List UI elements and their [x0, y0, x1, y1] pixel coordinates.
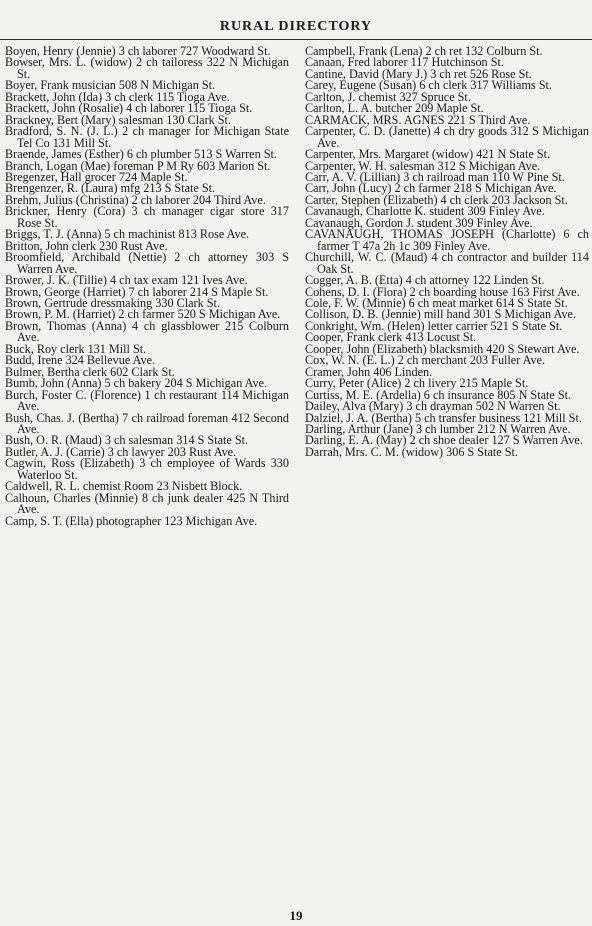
directory-entry: CARMACK, MRS. AGNES 221 S Third Ave.: [305, 112, 531, 127]
header-rule: [0, 39, 592, 40]
directory-entry: Boyen, Henry (Jennie) 3 ch laborer 727 Woodward St.: [5, 44, 271, 58]
directory-entry: Darling, E. A. (May) 2 ch shoe dealer 127 S Warren Ave.: [305, 433, 583, 448]
directory-entry: Bowser, Mrs. L. (widow) 2 ch tailoress 322 N Michigan St.: [5, 55, 289, 81]
directory-entry: Cooper, John (Elizabeth) blacksmith 420 S Stewart Ave.: [305, 341, 580, 356]
directory-entry: Bradford, S. N. (J. L.) 2 ch manager for Michigan State Tel Co 131 Mill St.: [5, 124, 289, 150]
directory-column-left: [5, 46, 289, 527]
directory-entry: Carter, Stephen (Elizabeth) 4 ch clerk 203 Jackson St.: [305, 192, 568, 207]
directory-entry: Cole, F. W. (Minnie) 6 ch meat market 614 S State St.: [305, 295, 568, 310]
directory-entry: Brown, Thomas (Anna) 4 ch glassblower 215 Colburn Ave.: [5, 318, 289, 345]
directory-entry: Braende, James (Esther) 6 ch plumber 513 S Warren St.: [5, 147, 277, 162]
directory-entry: Bush, Chas. J. (Bertha) 7 ch railroad foreman 412 Second Ave.: [5, 410, 289, 436]
directory-entry: Bumb, John (Anna) 5 ch bakery 204 S Michigan Ave.: [5, 376, 268, 391]
page-number: 19: [289, 908, 303, 923]
directory-entry: Branch, Logan (Mae) foreman P M Ry 603 Marion St.: [5, 158, 271, 173]
page-header: [0, 0, 592, 40]
directory-entry: Burch, Foster C. (Florence) 1 ch restaurant 114 Michigan Ave.: [5, 387, 289, 414]
directory-entry: Broomfield, Archibald (Nettie) 2 ch attorney 303 S Warren Ave.: [5, 250, 289, 276]
directory-entry: Conkright, Wm. (Helen) letter carrier 521 S State St.: [305, 318, 563, 333]
directory-entry: Brickner, Henry (Cora) 3 ch manager cigar store 317 Rose St.: [5, 204, 289, 230]
directory-entry: Cooper, Frank clerk 413 Locust St.: [305, 330, 477, 345]
directory-entry: Brown, George (Harriet) 7 ch laborer 214 S Maple St.: [5, 284, 269, 299]
directory-entry: Buck, Roy clerk 131 Mill St.: [5, 341, 147, 356]
directory-entry: Brown, P. M. (Harriet) 2 ch farmer 520 S Michigan Ave.: [5, 307, 281, 322]
page-title: RURAL DIRECTORY: [219, 19, 373, 34]
directory-entry: Cantine, David (Mary J.) 3 ch ret 526 Rose St.: [305, 66, 532, 81]
directory-column-right: [305, 46, 589, 458]
directory-entry: Caldwell, R. L. chemist Room 23 Nisbett Block.: [5, 479, 243, 494]
directory-entry: Brown, Gertrude dressmaking 330 Clark St.: [5, 295, 220, 310]
directory-entry: Brengenzer, R. (Laura) mfg 213 S State St.: [5, 181, 216, 196]
directory-entry: Boyer, Frank musician 508 N Michigan St.: [5, 78, 216, 93]
directory-entry: Carr, A. V. (Lillian) 3 ch railroad man 110 W Pine St.: [305, 169, 565, 184]
directory-entry: Briggs, T. J. (Anna) 5 ch machinist 813 Rose Ave.: [5, 227, 250, 242]
directory-entry: Cogger, A. B. (Etta) 4 ch attorney 122 Linden St.: [305, 273, 545, 288]
directory-entry: Carlton, L. A. butcher 209 Maple St.: [305, 101, 484, 116]
directory-entry: Britton, John clerk 230 Rust Ave.: [5, 238, 168, 253]
directory-entry: Brower, J. K. (Tillie) 4 ch tax exam 121 Ives Ave.: [5, 273, 248, 288]
directory-entry: Carr, John (Lucy) 2 ch farmer 218 S Michigan Ave.: [305, 181, 557, 196]
directory-entry: Cavanaugh, Gordon J. student 309 Finley Ave.: [305, 215, 533, 230]
directory-entry: Cohens, D. I. (Flora) 2 ch boarding house 163 First Ave.: [305, 284, 580, 299]
directory-entry: Brackney, Bert (Mary) salesman 130 Clark St.: [5, 112, 231, 127]
directory-entry: Bulmer, Bertha clerk 602 Clark St.: [5, 364, 175, 379]
directory-entry: Canaan, Fred laborer 117 Hutchinson St.: [305, 55, 504, 70]
directory-entry: Bregenzer, Hall grocer 724 Maple St.: [5, 169, 188, 184]
directory-entry: Carpenter, C. D. (Janette) 4 ch dry goods 312 S Michigan Ave.: [305, 124, 589, 150]
directory-entry: Cagwin, Ross (Elizabeth) 3 ch employee of Wards 330 Waterloo St.: [5, 456, 289, 482]
directory-entry: Carpenter, Mrs. Margaret (widow) 421 N State St.: [305, 147, 551, 162]
directory-entry: Carey, Eugene (Susan) 6 ch clerk 317 Williams St.: [305, 78, 552, 93]
directory-entry: Brehm, Julius (Christina) 2 ch laborer 204 Third Ave.: [5, 192, 266, 207]
directory-entry: Cramer, John 406 Linden.: [305, 364, 433, 379]
directory-entry: Darrah, Mrs. C. M. (widow) 306 S State St.: [305, 444, 518, 459]
directory-entry: Brackett, John (Ida) 3 ch clerk 115 Tioga Ave.: [5, 89, 230, 104]
directory-entry: Cavanaugh, Charlotte K. student 309 Finley Ave.: [305, 204, 545, 219]
directory-entry: Brackett, John (Rosalie) 4 ch laborer 115 Tioga St.: [5, 101, 253, 116]
directory-entry: Carlton, J. chemist 327 Spruce St.: [305, 89, 471, 104]
directory-entry: Carpenter, W. H. salesman 312 S Michigan Ave.: [305, 158, 541, 173]
directory-entry: Darling, Arthur (Jane) 3 ch lumber 212 N Warren Ave.: [305, 421, 571, 436]
directory-entry: Bush, O. R. (Maud) 3 ch salesman 314 S State St.: [5, 433, 249, 448]
directory-entry: Camp, S. T. (Ella) photographer 123 Michigan Ave.: [5, 513, 258, 528]
directory-entry: Dailey, Alva (Mary) 3 ch drayman 502 N Warren St.: [305, 399, 561, 414]
directory-entry: Dalziel, J. A. (Bertha) 5 ch transfer business 121 Mill St.: [305, 410, 582, 425]
directory-entry: Curtiss, M. E. (Ardella) 6 ch insurance 805 N State St.: [305, 387, 572, 402]
directory-entry: Curry, Peter (Alice) 2 ch livery 215 Maple St.: [305, 376, 529, 391]
directory-entry: Butler, A. J. (Carrie) 3 ch lawyer 203 Rust Ave.: [5, 444, 237, 459]
directory-entry: Churchill, W. C. (Maud) 4 ch contractor and builder 114 Oak St.: [305, 250, 589, 276]
directory-entry: Cox, W. N. (E. L.) 2 ch merchant 203 Fuller Ave.: [305, 353, 546, 368]
directory-entry: Calhoun, Charles (Minnie) 8 ch junk dealer 425 N Third Ave.: [5, 490, 289, 517]
directory-entry: CAVANAUGH, THOMAS JOSEPH (Charlotte) 6 ch farmer T 47a 2h 1c 309 Finley Ave.: [305, 227, 589, 253]
directory-entry: Collison, D. B. (Jennie) mill hand 301 S Michigan Ave.: [305, 307, 576, 322]
directory-entry: Campbell, Frank (Lena) 2 ch ret 132 Colburn St.: [305, 44, 543, 58]
directory-entry: Budd, Irene 324 Bellevue Ave.: [5, 353, 156, 368]
